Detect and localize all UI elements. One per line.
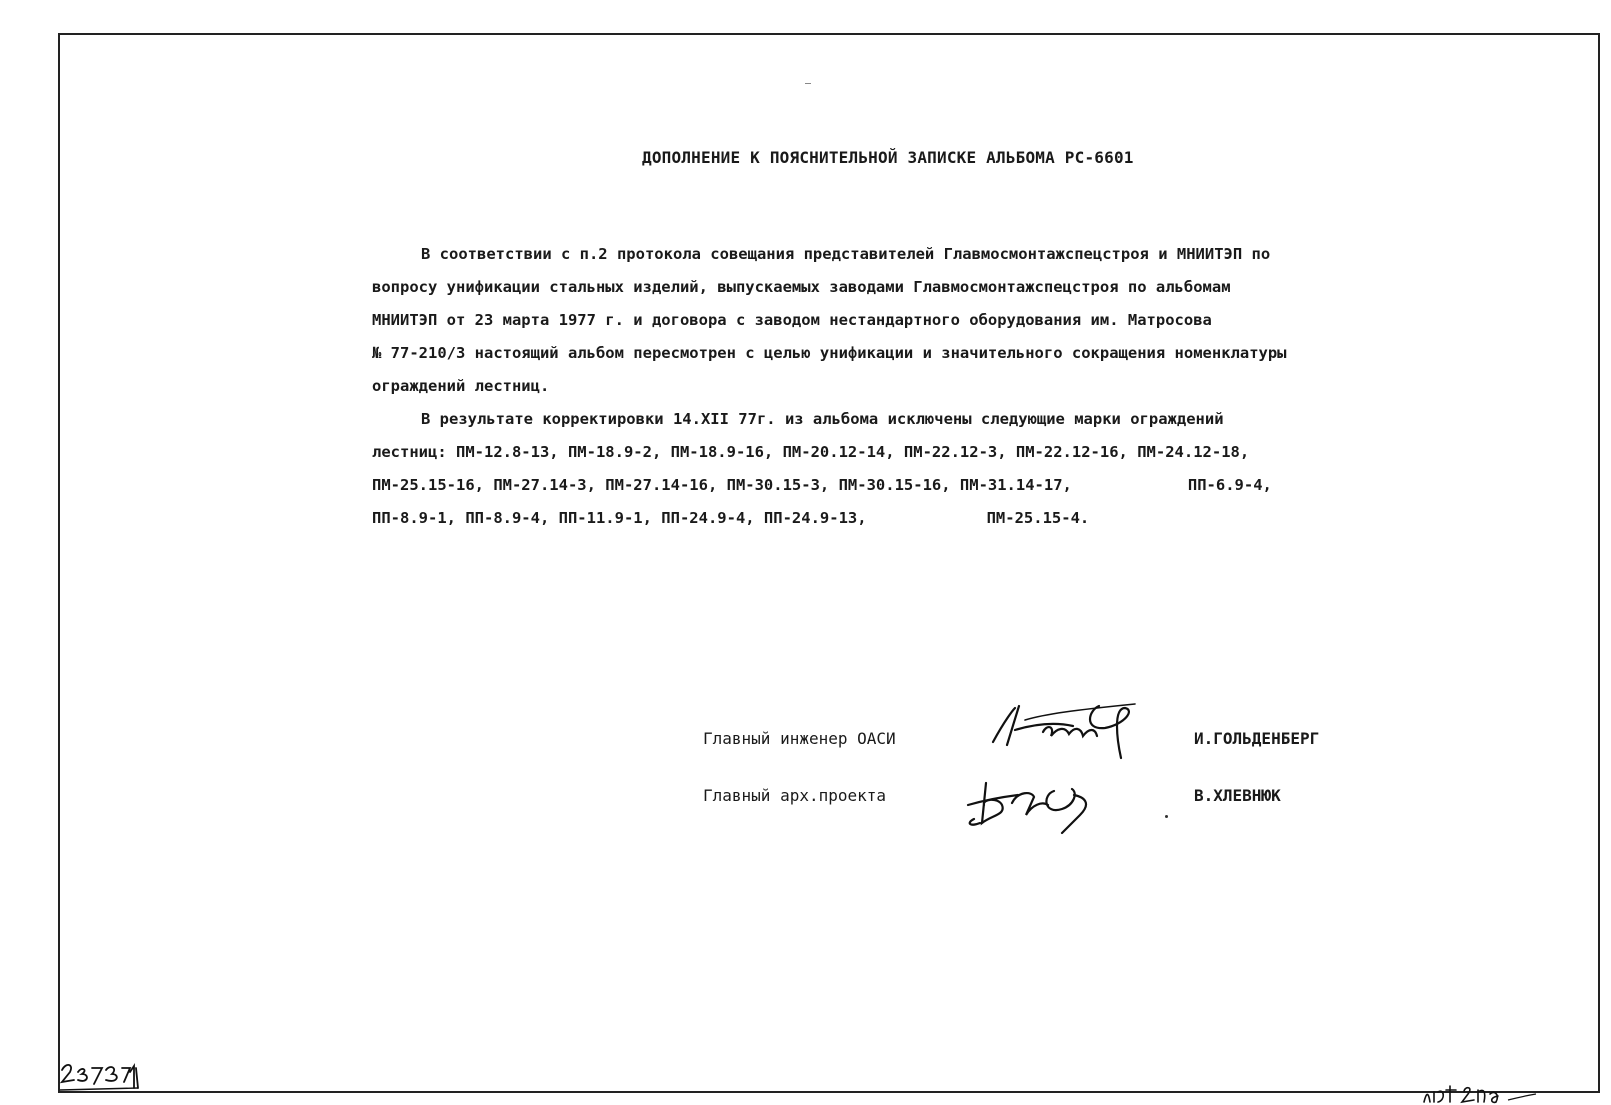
document-body (372, 238, 1412, 535)
signatory-name-chief-architect: В.ХЛЕВНЮК (1194, 786, 1281, 805)
ink-dot (1165, 815, 1168, 818)
paragraph-1-line-5: ограждений лестниц. (372, 377, 550, 395)
paragraph-1-line-3: МНИИТЭП от 23 марта 1977 г. и договора с заводом нестандартного оборудования им. Матросова (372, 311, 1212, 329)
handwritten-archive-number (60, 1058, 140, 1094)
paragraph-2-line-4-right: ПМ-25.15-4. (986, 509, 1090, 527)
scan-speck (805, 83, 811, 84)
paragraph-2-line-3-left: ПМ-25.15-16, ПМ-27.14-3, ПМ-27.14-16, ПМ-30.15-3, ПМ-30.15-16, ПМ-31.14-17, (372, 476, 1072, 494)
signatory-role-chief-engineer: Главный инженер ОАСИ (703, 729, 896, 748)
signatory-role-chief-architect: Главный арх.проекта (703, 786, 887, 805)
handwritten-sheet-note (1420, 1080, 1540, 1105)
paragraph-2-line-1: В результате корректировки 14.XII 77г. из альбома исключены следующие марки ограждений (421, 410, 1224, 428)
signatory-name-chief-engineer: И.ГОЛЬДЕНБЕРГ (1194, 729, 1320, 748)
sheet-frame (58, 33, 1600, 1093)
paragraph-2-line-3-right: ПП-6.9-4, (1187, 476, 1272, 494)
paragraph-2-line-4 (372, 502, 1412, 535)
paragraph-1-line-4: № 77-210/3 настоящий альбом пересмотрен с целью унификации и значительного сокращения номенклатуры (372, 344, 1287, 362)
document-title: ДОПОЛНЕНИЕ К ПОЯСНИТЕЛЬНОЙ ЗАПИСКЕ АЛЬБОМА РС-6601 (642, 148, 1134, 167)
paragraph-2-line-3 (372, 469, 1412, 502)
paragraph-2-line-2: лестниц: ПМ-12.8-13, ПМ-18.9-2, ПМ-18.9-16, ПМ-20.12-14, ПМ-22.12-3, ПМ-22.12-16, ПМ-24.12-18, (372, 443, 1250, 461)
handwritten-signature-2 (962, 775, 1112, 835)
paragraph-1-line-2: вопросу унификации стальных изделий, выпускаемых заводами Главмосмонтажспецстроя по альбомам (372, 278, 1231, 296)
paragraph-2-line-4-left: ПП-8.9-1, ПП-8.9-4, ПП-11.9-1, ПП-24.9-4, ПП-24.9-13, (372, 509, 867, 527)
handwritten-signature-1 (985, 700, 1155, 770)
paragraph-1-line-1: В соответствии с п.2 протокола совещания представителей Главмосмонтажспецстроя и МНИИТЭП по (421, 245, 1271, 263)
